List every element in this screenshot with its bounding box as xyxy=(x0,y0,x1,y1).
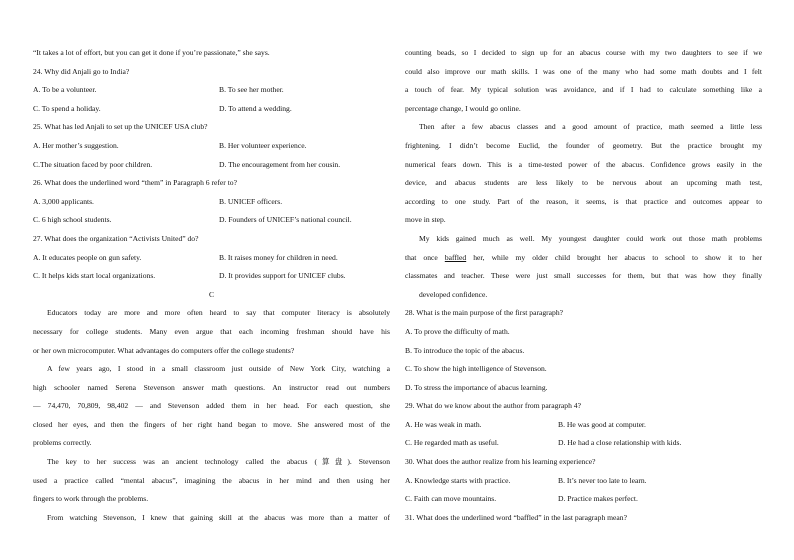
option-b: B. Her volunteer experience. xyxy=(219,140,307,150)
underlined-word: baffled xyxy=(444,252,467,262)
option-a: A. Her mother’s suggestion. xyxy=(33,140,119,150)
question-26-options-row-2 xyxy=(33,214,390,233)
passage-line: high schooler named Serena Stevenson answer math questions. An instructor read out numbers xyxy=(33,382,390,392)
question-24-options-row-1 xyxy=(33,84,390,103)
passage-line: The key to her success was an ancient technology called the abacus (算盘). Stevenson xyxy=(47,457,390,467)
passage-text: her, while my older child brought her abacus to school to show it to her xyxy=(466,252,762,262)
passage-line: frightening. I didn’t become Euclid, the founder of geometry. But the practice brought my xyxy=(405,140,762,150)
question-27-options-row-2 xyxy=(33,270,390,289)
question-28-stem: 28. What is the main purpose of the first paragraph? xyxy=(405,308,564,318)
question-24-options-row-2 xyxy=(33,103,390,122)
option-d: D. To stress the importance of abacus learning. xyxy=(405,382,548,392)
passage-line: numerical fears down. This is a time-tested power of the abacus. Confidence grows easily in the xyxy=(405,159,762,169)
option-b: B. He was good at computer. xyxy=(558,419,646,429)
passage-line: a touch of fear. My typical solution was avoidance, and if I had to calculate something like a xyxy=(405,85,762,95)
passage-line: used a practice called “mental abacus”, imagining the abacus in her mind and then using her xyxy=(33,475,390,485)
option-c: C. Faith can move mountains. xyxy=(405,494,497,504)
question-30-stem: 30. What does the author realize from his learning experience? xyxy=(405,457,596,467)
passage-line: Educators today are more and more often heard to say that computer literacy is absolutely xyxy=(47,308,390,318)
right-column xyxy=(405,47,762,530)
question-30-options-row-2 xyxy=(405,493,762,512)
passage-line: device, and abacus students are less likely to be nervous about an upcoming math test, xyxy=(405,178,762,188)
option-d: D. He had a close relationship with kids. xyxy=(558,438,682,448)
option-c: C. He regarded math as useful. xyxy=(405,438,499,448)
option-a: A. To be a volunteer. xyxy=(33,85,97,95)
left-column xyxy=(33,47,390,530)
passage-line: closed her eyes, and then the fingers of her right hand began to move. She answered most of the xyxy=(33,419,390,429)
question-27-stem: 27. What does the organization “Activists United” do? xyxy=(33,233,199,243)
section-label: C xyxy=(208,289,215,299)
passage-line: problems correctly. xyxy=(33,438,92,448)
passage-line: move in step. xyxy=(405,215,446,225)
option-d: D. It provides support for UNICEF clubs. xyxy=(219,271,346,281)
question-25-options-row-2 xyxy=(33,159,390,178)
option-d: D. Founders of UNICEF’s national council. xyxy=(219,215,352,225)
passage-line: classmates and teacher. These were just small successes for them, but that was how they finally xyxy=(405,271,762,281)
passage-line: counting beads, so I decided to sign up for an abacus course with my two daughters to see if we xyxy=(405,48,762,57)
question-29-options-row-2 xyxy=(405,437,762,456)
question-29-stem: 29. What do we know about the author from paragraph 4? xyxy=(405,401,581,411)
option-a: A. 3,000 applicants. xyxy=(33,196,94,206)
question-31-stem: 31. What does the underlined word “baffled” in the last paragraph mean? xyxy=(405,512,627,522)
quote-line: “It takes a lot of effort, but you can get it done if you’re passionate,” she says. xyxy=(33,48,270,57)
option-a: A. To prove the difficulty of math. xyxy=(405,326,510,336)
option-c: C. To show the high intelligence of Stevenson. xyxy=(405,364,547,374)
question-29-options-row-1 xyxy=(405,419,762,438)
passage-line: or her own microcomputer. What advantages do computers offer the college students? xyxy=(33,345,295,355)
passage-line: fingers to work through the problems. xyxy=(33,494,149,504)
passage-line: My kids gained much as well. My youngest daughter could work out those math problems xyxy=(419,233,762,243)
option-b: B. To introduce the topic of the abacus. xyxy=(405,345,525,355)
option-c: C. It helps kids start local organizations. xyxy=(33,271,156,281)
question-25-stem: 25. What has led Anjali to set up the UNICEF USA club? xyxy=(33,122,208,132)
option-a: A. He was weak in math. xyxy=(405,419,482,429)
option-d: D. The encouragement from her cousin. xyxy=(219,159,341,169)
option-b: B. To see her mother. xyxy=(219,85,284,95)
question-27-options-row-1 xyxy=(33,252,390,271)
question-30-options-row-1 xyxy=(405,475,762,494)
question-24-stem: 24. Why did Anjali go to India? xyxy=(33,66,130,76)
option-d: D. To attend a wedding. xyxy=(219,103,292,113)
passage-line: necessary for college students. Many even argue that each incoming freshman should have his xyxy=(33,326,390,336)
option-a: A. Knowledge starts with practice. xyxy=(405,475,511,485)
passage-line: From watching Stevenson, I knew that gaining skill at the abacus was more than a matter of xyxy=(47,512,390,522)
option-b: B. It raises money for children in need. xyxy=(219,252,338,262)
option-c: C.The situation faced by poor children. xyxy=(33,159,153,169)
option-c: C. 6 high school students. xyxy=(33,215,112,225)
passage-line: developed confidence. xyxy=(419,289,488,299)
option-c: C. To spend a holiday. xyxy=(33,103,101,113)
option-b: B. It’s never too late to learn. xyxy=(558,475,647,485)
option-b: B. UNICEF officers. xyxy=(219,196,283,206)
passage-line: A few years ago, I stood in a small classroom just outside of New York City, watching a xyxy=(47,364,390,374)
passage-line: — 74,470, 70,809, 98,402 — and Stevenson added them in her head. For each question, she xyxy=(33,401,390,411)
passage-line: could also improve our math skills. I was one of the many who had some math doubts and I felt xyxy=(405,66,762,76)
passage-line-baffled xyxy=(405,252,762,271)
passage-text: that once xyxy=(405,252,445,262)
passage-line: Then after a few abacus classes and a good amount of practice, math seemed a little less xyxy=(419,122,762,132)
option-a: A. It educates people on gun safety. xyxy=(33,252,142,262)
question-26-options-row-1 xyxy=(33,196,390,215)
passage-line: percentage change, I would go online. xyxy=(405,103,521,113)
question-25-options-row-1 xyxy=(33,140,390,159)
option-d: D. Practice makes perfect. xyxy=(558,494,638,504)
question-26-stem: 26. What does the underlined word “them” in Paragraph 6 refer to? xyxy=(33,178,237,188)
passage-line: according to one study. Part of the reason, it seems, is that practice and outcomes appear to xyxy=(405,196,762,206)
